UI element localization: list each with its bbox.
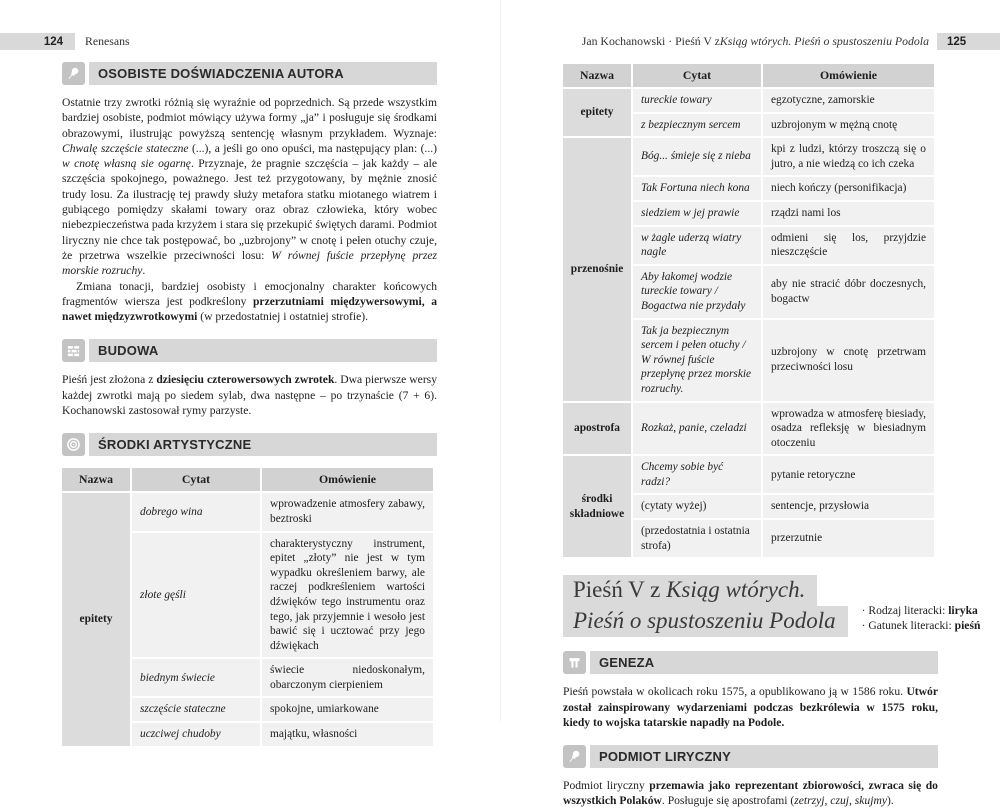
table-cell-discussion: uzbrojonym w mężną cnotę xyxy=(763,114,934,137)
section-title: BUDOWA xyxy=(89,339,437,362)
section-geneza-header xyxy=(563,651,938,674)
table-column-header: Nazwa xyxy=(62,468,130,491)
poem-title-block xyxy=(563,575,981,637)
table-cell-quote: tureckie towary xyxy=(633,89,761,112)
table-row xyxy=(563,89,934,112)
section-title: PODMIOT LIRYCZNY xyxy=(590,745,938,768)
table-cell-discussion: sentencje, przysłowia xyxy=(763,495,934,518)
table-cell-discussion: pytanie retoryczne xyxy=(763,456,934,493)
page-number-text: 124 xyxy=(43,35,63,48)
section-osobiste-header xyxy=(62,62,437,85)
artistic-devices-table-left xyxy=(60,466,435,747)
poem-title-line-2: Pieśń o spustoszeniu Podola xyxy=(563,606,848,637)
running-head-left: Renesans xyxy=(85,34,130,48)
page-number-text: 125 xyxy=(947,35,967,48)
table-row xyxy=(62,493,433,530)
bricks-icon xyxy=(62,339,85,362)
table-cell-discussion: kpi z ludzi, którzy troszczą się o jutro, a nie wiedzą co ich czeka xyxy=(763,138,934,175)
section-budowa-header xyxy=(62,339,437,362)
table-cell-discussion: niech kończy (personifikacja) xyxy=(763,177,934,200)
table-cell-quote: Rozkaż, panie, czeladzi xyxy=(633,403,761,455)
paragraph-osobiste-2: Zmiana tonacji, bardziej osobisty i emocjonalny charakter końcowych fragmentów wiersza jest podkreślony przerzutniami międzywersowymi, a nawet międzyzwrotkowymi (w przedostatniej i ostatniej strofie). xyxy=(62,279,437,324)
table-cell-quote: biednym świecie xyxy=(132,659,260,696)
table-group-name: przenośnie xyxy=(563,138,631,400)
table-group-name: apostrofa xyxy=(563,403,631,455)
poem-title-line-1: Pieśń V z Ksiąg wtórych. xyxy=(563,575,817,606)
table-cell-discussion: egzotyczne, zamorskie xyxy=(763,89,934,112)
table-cell-discussion: przerzutnie xyxy=(763,520,934,557)
left-column xyxy=(62,62,437,748)
building-icon xyxy=(563,651,586,674)
page-left xyxy=(0,0,500,741)
section-title: ŚRODKI ARTYSTYCZNE xyxy=(89,433,437,456)
table-cell-quote: z bezpiecznym sercem xyxy=(633,114,761,137)
section-srodki-header xyxy=(62,433,437,456)
table-cell-quote: Tak ja bezpiecznym sercem i pełen otuchy / W równej fuście przepłynę przez morskie rozruchy. xyxy=(633,320,761,401)
section-podmiot-header xyxy=(563,745,938,768)
table-column-header: Cytat xyxy=(132,468,260,491)
running-head-right: Jan Kochanowski · Pieśń V z Ksiąg wtórych. Pieśń o spustoszeniu Podola xyxy=(581,34,929,48)
table-cell-discussion: wprowadza w atmosferę biesiady, osadza refleksję w biesiadnym otoczeniu xyxy=(763,403,934,455)
table-group-name: epitety xyxy=(563,89,631,136)
literary-genre: · Gatunek literacki: pieśń xyxy=(861,619,981,633)
table-group-name: środki składniowe xyxy=(563,456,631,557)
artistic-devices-table-right xyxy=(561,62,936,559)
literary-type: · Rodzaj literacki: liryka xyxy=(861,604,978,618)
table-cell-quote: Tak Fortuna niech kona xyxy=(633,177,761,200)
table-cell-quote: dobrego wina xyxy=(132,493,260,530)
section-title: GENEZA xyxy=(590,651,938,674)
pushpin-icon xyxy=(62,62,85,85)
table-row xyxy=(563,456,934,493)
table-cell-quote: (cytaty wyżej) xyxy=(633,495,761,518)
table-column-header: Omówienie xyxy=(262,468,433,491)
table-group-name: epitety xyxy=(62,493,130,745)
paragraph-geneza: Pieśń powstała w okolicach roku 1575, a opublikowano ją w 1586 roku. Utwór został zainspirowany wydarzeniami podczas bezkrólewia w 1575 roku, kiedy to wojska tatarskie napadły na Podole. xyxy=(563,685,938,729)
table-row xyxy=(563,403,934,455)
paragraph-podmiot: Podmiot liryczny przemawia jako reprezentant zbiorowości, zwraca się do wszystkich Polaków. Posługuje się apostrofami (zetrzyj, czuj, skujmy). xyxy=(563,779,938,808)
table-cell-quote: Chcemy sobie być radzi? xyxy=(633,456,761,493)
table-cell-discussion: majątku, własności xyxy=(262,723,433,746)
pushpin-icon xyxy=(563,745,586,768)
table-cell-discussion: aby nie stracić dóbr doczesnych, bogactw xyxy=(763,266,934,318)
table-cell-discussion: wprowadzenie atmosfery zabawy, beztroski xyxy=(262,493,433,530)
table-cell-discussion: uzbrojony w cnotę przetrwam przeciwności losu xyxy=(763,320,934,401)
table-cell-discussion: charakterystyczny instrument, epitet „złoty” nie jest w tym wypadku określeniem barwy, ale raczej podkreśleniem wartości dźwięków tego instrumentu oraz tego, jak przyjemnie i wesoło jest bawić się i ucztować przy jego dźwiękach xyxy=(262,533,433,658)
page-number-right xyxy=(937,33,1000,50)
table-cell-quote: uczciwej chudoby xyxy=(132,723,260,746)
table-cell-discussion: odmieni się los, przyjdzie nieszczęście xyxy=(763,227,934,264)
poem-title xyxy=(563,575,848,637)
page-right xyxy=(500,0,1000,808)
literary-meta xyxy=(862,603,981,637)
table-column-header: Omówienie xyxy=(763,64,934,87)
right-column xyxy=(563,62,981,809)
table-cell-discussion: spokojne, umiarkowane xyxy=(262,698,433,721)
paragraph-budowa: Pieśń jest złożona z dziesięciu czterowersowych zwrotek. Dwa pierwsze wersy każdej zwrotki mają po siedem sylab, dwa następne – po trzynaście (7 + 6). Kochanowski zastosował rymy parzyste. xyxy=(62,373,437,418)
page-number-left xyxy=(0,33,75,50)
table-cell-quote: siedziem w jej prawie xyxy=(633,202,761,225)
table-column-header: Nazwa xyxy=(563,64,631,87)
target-icon xyxy=(62,433,85,456)
table-cell-quote: w żagle uderzą wiatry nagle xyxy=(633,227,761,264)
table-cell-quote: szczęście stateczne xyxy=(132,698,260,721)
table-column-header: Cytat xyxy=(633,64,761,87)
section-title: OSOBISTE DOŚWIADCZENIA AUTORA xyxy=(89,62,437,85)
table-cell-quote: Bóg... śmieje się z nieba xyxy=(633,138,761,175)
table-cell-quote: (przedostatnia i ostatnia strofa) xyxy=(633,520,761,557)
table-cell-quote: złote gęśli xyxy=(132,533,260,658)
table-cell-quote: Aby łakomej wodzie tureckie towary / Bogactwa nie przydały xyxy=(633,266,761,318)
paragraph-osobiste-1: Ostatnie trzy zwrotki różnią się wyraźnie od poprzednich. Są przede wszystkim bardziej osobiste, podmiot mówiący używa formy „ja” i posługuje się środkami obrazowymi, ilustrując powyższą sentencję własnym przykładem. Wyznaje: Chwalę szczęście stateczne (...), a jeśli go ono opuści, ma następujący plan: (...) w cnotę własną sie ogarnę. Przyznaje, że pragnie szczęścia – jak każdy – ale szczęścia spokojnego, poważnego. Jest też przygotowany, by mężnie znosić trudy losu. Za ilustrację tej prawdy służy metafora statku miotanego wiatrem i gubiącego pomiędzy skałami towary oraz obraz człowieka, który wobec niebezpieczeństwa pada krzyżem i stara się przekupić świętych darami. Podmiot liryczny nie chce tak postępować, bo „uzbrojony” w cnotę i pełen otuchy czuje, że przetrwa wszelkie przeciwności losu: W równej fuście przepłynę przez morskie rozruchy. xyxy=(62,96,438,278)
table-cell-discussion: świecie niedoskonałym, obarczonym cierpieniem xyxy=(262,659,433,696)
table-row xyxy=(563,138,934,175)
table-cell-discussion: rządzi nami los xyxy=(763,202,934,225)
